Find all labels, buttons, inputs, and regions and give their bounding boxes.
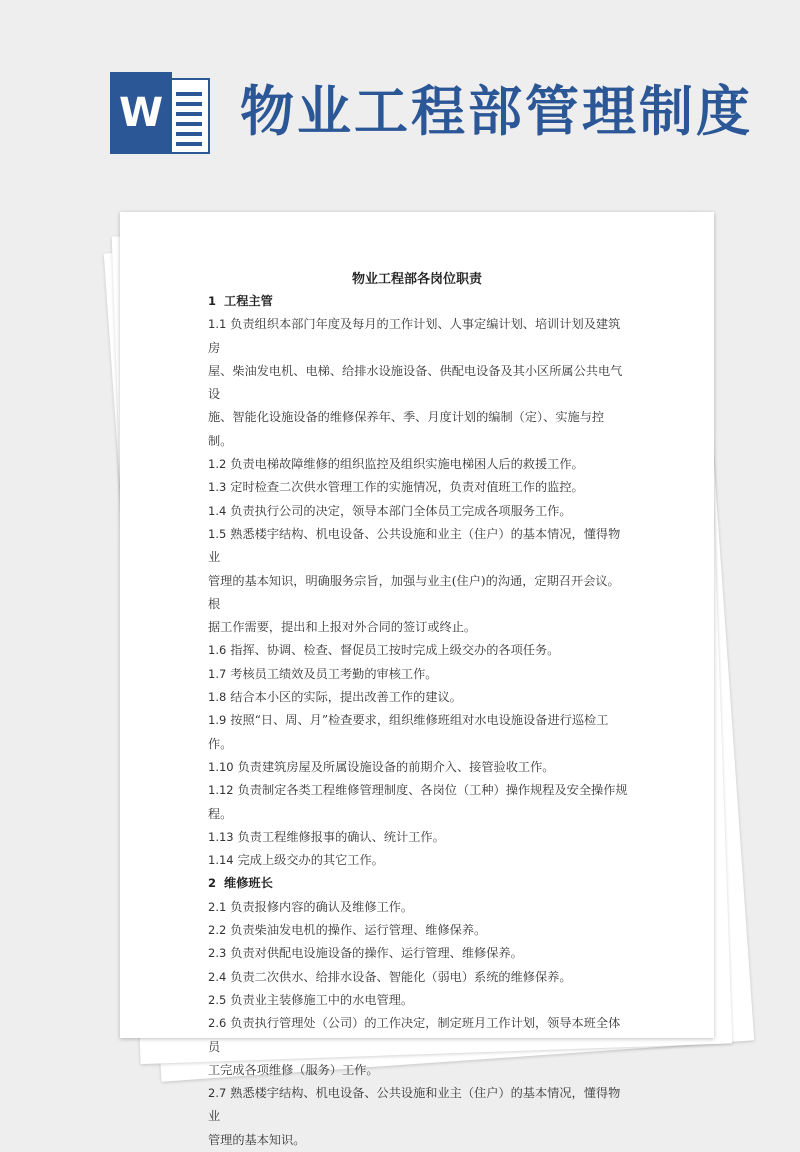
section-heading <box>208 290 628 313</box>
list-item <box>208 1129 628 1152</box>
list-item <box>208 639 628 662</box>
word-letter-badge: W <box>110 72 172 154</box>
item-text: 负责报修内容的确认及维修工作。 <box>230 899 414 914</box>
list-item <box>208 406 628 453</box>
item-number: 2 <box>208 876 217 891</box>
item-number: 1.7 <box>208 666 227 681</box>
item-text: 程。 <box>208 806 233 821</box>
item-number: 1 <box>208 294 217 308</box>
header <box>0 0 800 200</box>
list-item <box>208 756 628 779</box>
item-number: 1.2 <box>208 457 227 472</box>
item-number: 2.4 <box>208 969 227 984</box>
list-item <box>208 1059 628 1082</box>
list-item <box>208 453 628 476</box>
item-text: 负责执行管理处（公司）的工作决定，制定班月工作计划，领导本班全体员 <box>208 1016 621 1054</box>
list-item <box>208 360 628 407</box>
list-item <box>208 1012 628 1059</box>
list-item <box>208 919 628 942</box>
item-text: 负责业主装修施工中的水电管理。 <box>230 992 414 1007</box>
item-number: 1.4 <box>208 503 227 518</box>
list-item <box>208 942 628 965</box>
item-text: 据工作需要，提出和上报对外合同的签订或终止。 <box>208 620 477 635</box>
item-text: 负责二次供水、给排水设备、智能化（弱电）系统的维修保养。 <box>230 969 572 984</box>
document-title: 物业工程部各岗位职责 <box>351 272 482 287</box>
item-text: 管理的基本知识，明确服务宗旨，加强与业主(住户)的沟通，定期召开会议。根 <box>208 573 620 611</box>
item-number: 1.13 <box>208 829 234 844</box>
list-item <box>208 849 628 872</box>
list-item <box>208 663 628 686</box>
list-item <box>208 966 628 989</box>
item-text: 指挥、协调、检查、督促员工按时完成上级交办的各项任务。 <box>230 643 560 658</box>
item-text: 熟悉楼宇结构、机电设备、公共设施和业主（住户）的基本情况，懂得物业 <box>208 1086 621 1124</box>
document-body <box>208 290 628 1152</box>
item-number: 1.6 <box>208 643 227 658</box>
item-text: 负责柴油发电机的操作、运行管理、维修保养。 <box>230 923 487 938</box>
list-item <box>208 476 628 499</box>
item-number: 1.8 <box>208 690 227 705</box>
document-page <box>120 212 714 1147</box>
item-text: 施、智能化设施设备的维修保养年、季、月度计划的编制（定）、实施与控制。 <box>208 410 605 448</box>
item-number: 1.12 <box>208 783 234 798</box>
item-number: 2.3 <box>208 946 227 961</box>
list-item <box>208 826 628 849</box>
item-number: 2.1 <box>208 899 227 914</box>
list-item <box>208 616 628 639</box>
item-text: 工完成各项维修（服务）工作。 <box>208 1062 379 1077</box>
item-number: 1.14 <box>208 853 234 868</box>
item-text: 维修班长 <box>224 876 273 891</box>
page-title: 物业工程部管理制度 <box>240 79 753 143</box>
item-number: 2.5 <box>208 992 227 1007</box>
list-item <box>208 709 628 756</box>
item-text: 完成上级交办的其它工作。 <box>237 853 384 868</box>
list-item <box>208 989 628 1012</box>
item-text: 按照“日、周、月”检查要求，组织维修班组对水电设施设备进行巡检工作。 <box>208 713 609 751</box>
word-document-icon <box>110 72 210 154</box>
list-item <box>208 803 628 826</box>
item-number: 2.2 <box>208 923 227 938</box>
item-text: 屋、柴油发电机、电梯、给排水设施设备、供配电设备及其小区所属公共电气设 <box>208 363 623 402</box>
item-number: 1.10 <box>208 759 234 774</box>
item-text: 负责执行公司的决定，领导本部门全体员工完成各项服务工作。 <box>230 503 572 518</box>
item-text: 结合本小区的实际，提出改善工作的建议。 <box>230 690 462 705</box>
item-text: 负责对供配电设施设备的操作、运行管理、维修保养。 <box>230 946 523 961</box>
item-text: 定时检查二次供水管理工作的实施情况，负责对值班工作的监控。 <box>230 480 584 495</box>
item-text: 考核员工绩效及员工考勤的审核工作。 <box>230 666 438 681</box>
section-heading <box>208 872 628 895</box>
item-number: 1.9 <box>208 713 227 728</box>
item-text: 工程主管 <box>224 294 273 308</box>
item-text: 负责组织本部门年度及每月的工作计划、人事定编计划、培训计划及建筑房 <box>208 317 621 355</box>
list-item <box>208 1082 628 1129</box>
item-number: 2.7 <box>208 1086 227 1101</box>
item-number: 1.5 <box>208 526 227 541</box>
list-item <box>208 896 628 919</box>
item-text: 负责制定各类工程维修管理制度、各岗位（工种）操作规程及安全操作规 <box>237 783 628 798</box>
list-item <box>208 313 628 360</box>
list-item <box>208 686 628 709</box>
item-text: 负责建筑房屋及所属设施设备的前期介入、接管验收工作。 <box>237 759 555 774</box>
list-item <box>208 500 628 523</box>
item-text: 熟悉楼宇结构、机电设备、公共设施和业主（住户）的基本情况，懂得物业 <box>208 526 621 565</box>
item-number: 1.3 <box>208 480 227 495</box>
item-text: 管理的基本知识。 <box>208 1132 306 1147</box>
item-number: 1.1 <box>208 317 227 332</box>
list-item <box>208 570 628 617</box>
item-text: 负责电梯故障维修的组织监控及组织实施电梯困人后的救援工作。 <box>230 457 584 472</box>
item-text: 负责工程维修报事的确认、统计工作。 <box>237 829 445 844</box>
list-item <box>208 523 628 570</box>
list-item <box>208 779 628 802</box>
item-number: 2.6 <box>208 1016 227 1031</box>
